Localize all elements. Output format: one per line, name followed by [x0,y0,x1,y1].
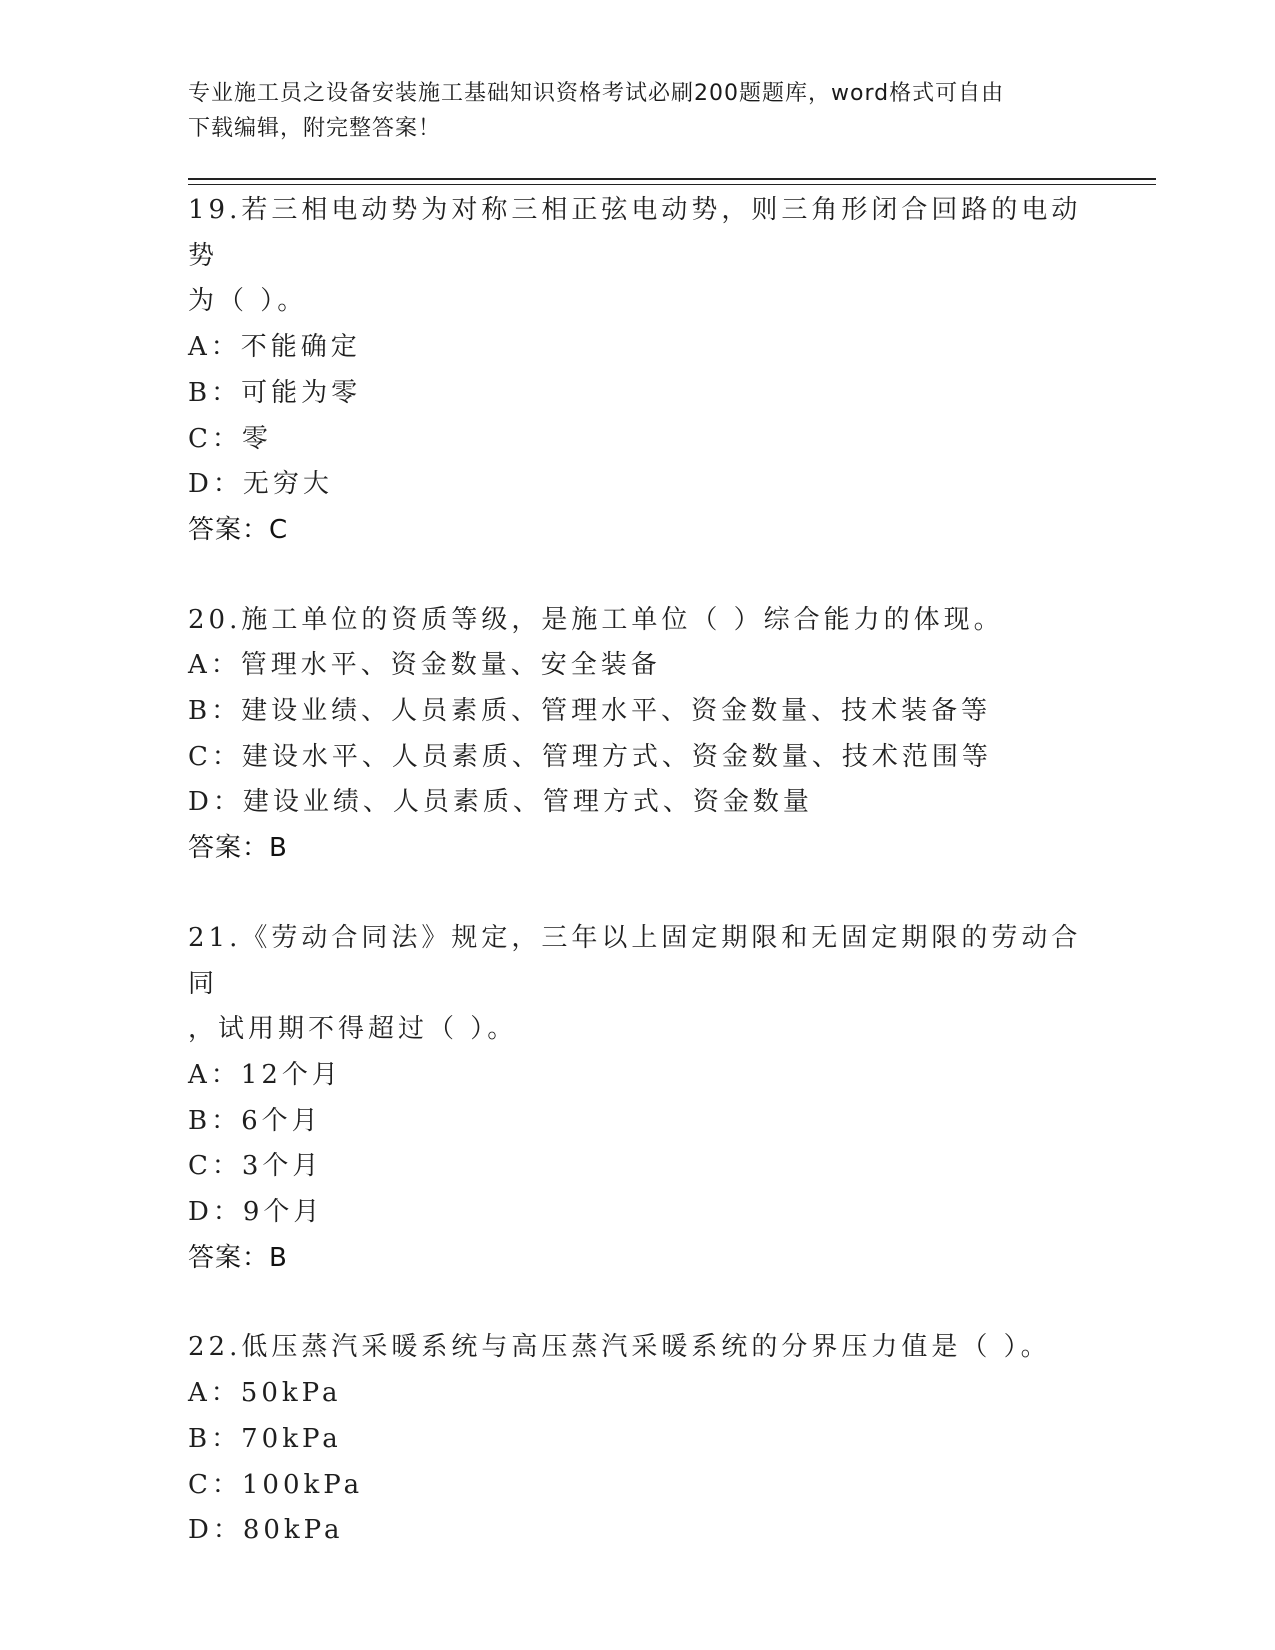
option-c: C：建设水平、人员素质、管理方式、资金数量、技术范围等 [188,741,992,772]
option-c: C：100kPa [188,1469,364,1500]
question-stem: 21.《劳动合同法》规定，三年以上固定期限和无固定期限的劳动合同 [188,922,1082,999]
option-c: C：3个月 [188,1151,323,1182]
option-b: B：6个月 [188,1105,322,1136]
option-d: D：80kPa [188,1515,344,1546]
option-b: B：70kPa [188,1423,342,1454]
header-title-line-2: 下载编辑，附完整答案！ [188,116,442,141]
question-19 [188,188,1088,554]
header-divider-thin [188,184,1156,185]
option-b: B：可能为零 [188,377,362,408]
header-title-line-1: 专业施工员之设备安装施工基础知识资格考试必刷200题题库，word格式可自由 [188,81,1005,106]
question-stem: 22.低压蒸汽采暖系统与高压蒸汽采暖系统的分界压力值是（ ）。 [188,1332,1051,1363]
question-list [188,188,1088,1554]
question-stem: 20.施工单位的资质等级，是施工单位（ ）综合能力的体现。 [188,604,1004,635]
option-a: A：不能确定 [188,332,361,363]
option-d: D：无穷大 [188,469,333,500]
option-a: A：管理水平、资金数量、安全装备 [188,650,661,681]
header-divider-thick [188,178,1156,180]
answer-line: 答案：B [188,1242,288,1273]
question-22 [188,1325,1088,1554]
option-d: D：建设业绩、人员素质、管理方式、资金数量 [188,787,813,818]
question-21 [188,916,1088,1282]
option-d: D：9个月 [188,1197,324,1228]
question-stem-continued: ，试用期不得超过（ ）。 [188,1014,518,1045]
option-a: A：50kPa [188,1378,342,1409]
document-header [188,76,1088,146]
answer-line: 答案：B [188,833,288,864]
question-stem: 19.若三相电动势为对称三相正弦电动势，则三角形闭合回路的电动势 [188,195,1082,271]
option-c: C：零 [188,423,272,454]
question-20 [188,598,1088,872]
option-b: B：建设业绩、人员素质、管理水平、资金数量、技术装备等 [188,696,992,727]
question-stem-continued: 为（ ）。 [188,286,308,317]
answer-line: 答案：C [188,514,289,545]
option-a: A：12个月 [188,1059,342,1090]
